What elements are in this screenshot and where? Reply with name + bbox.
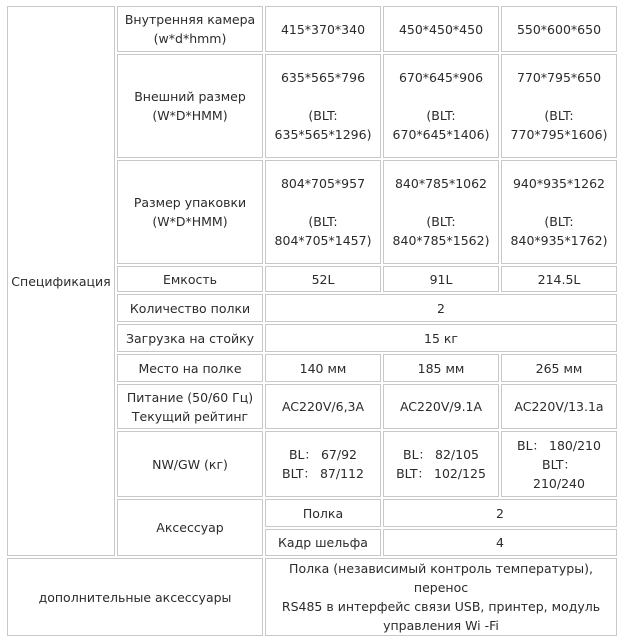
value-outer-c2: 670*645*906 (BLT: 670*645*1406) <box>383 54 499 158</box>
value-power-c3: AC220V/13.1a <box>501 384 617 429</box>
value-inner-c1: 415*370*340 <box>265 6 381 52</box>
value-capacity-c3: 214.5L <box>501 266 617 292</box>
label-shelf-space: Место на полке <box>117 354 263 382</box>
label-package-size: Размер упаковки (W*D*HMM) <box>117 160 263 264</box>
value-outer-c1: 635*565*796 (BLT: 635*565*1296) <box>265 54 381 158</box>
label-capacity: Емкость <box>117 266 263 292</box>
row-optional <box>7 558 617 636</box>
value-capacity-c2: 91L <box>383 266 499 292</box>
value-weight-c2: BL： 82/105 BLT： 102/125 <box>383 431 499 497</box>
value-rack-load: 15 кг <box>265 324 617 352</box>
value-optional: Полка (независимый контроль температуры), перенос RS485 в интерфейс связи USB, принтер, модуль управления Wi -Fi <box>265 558 617 636</box>
label-rack-load: Загрузка на стойку <box>117 324 263 352</box>
value-package-c3: 940*935*1262 (BLT: 840*935*1762) <box>501 160 617 264</box>
label-shelf-count: Количество полки <box>117 294 263 322</box>
value-weight-c1: BL： 67/92 BLT： 87/112 <box>265 431 381 497</box>
value-inner-c3: 550*600*650 <box>501 6 617 52</box>
value-package-c1: 804*705*957 (BLT: 804*705*1457) <box>265 160 381 264</box>
value-shelf-frame: 4 <box>383 529 617 556</box>
label-shelf-frame: Кадр шельфа <box>265 529 381 556</box>
value-power-c2: AC220V/9.1A <box>383 384 499 429</box>
value-outer-c3: 770*795*650 (BLT: 770*795*1606) <box>501 54 617 158</box>
label-inner-chamber: Внутренняя камера (w*d*hmm) <box>117 6 263 52</box>
value-space-c1: 140 мм <box>265 354 381 382</box>
value-space-c3: 265 мм <box>501 354 617 382</box>
value-weight-c3: BL： 180/210 BLT： 210/240 <box>501 431 617 497</box>
row-inner-chamber <box>7 6 617 52</box>
value-accessory-shelf: 2 <box>383 499 617 527</box>
value-package-c2: 840*785*1062 (BLT: 840*785*1562) <box>383 160 499 264</box>
label-power: Питание (50/60 Гц) Текущий рейтинг <box>117 384 263 429</box>
group-spec: Спецификация <box>7 6 115 556</box>
label-outer-size: Внешний размер (W*D*HMM) <box>117 54 263 158</box>
value-shelf-count: 2 <box>265 294 617 322</box>
value-inner-c2: 450*450*450 <box>383 6 499 52</box>
group-optional: дополнительные аксессуары <box>7 558 263 636</box>
label-accessory-shelf: Полка <box>265 499 381 527</box>
group-accessory: Аксессуар <box>117 499 263 556</box>
spec-table <box>5 4 619 638</box>
value-power-c1: AC220V/6,3A <box>265 384 381 429</box>
value-space-c2: 185 мм <box>383 354 499 382</box>
value-capacity-c1: 52L <box>265 266 381 292</box>
label-weight: NW/GW (кг) <box>117 431 263 497</box>
